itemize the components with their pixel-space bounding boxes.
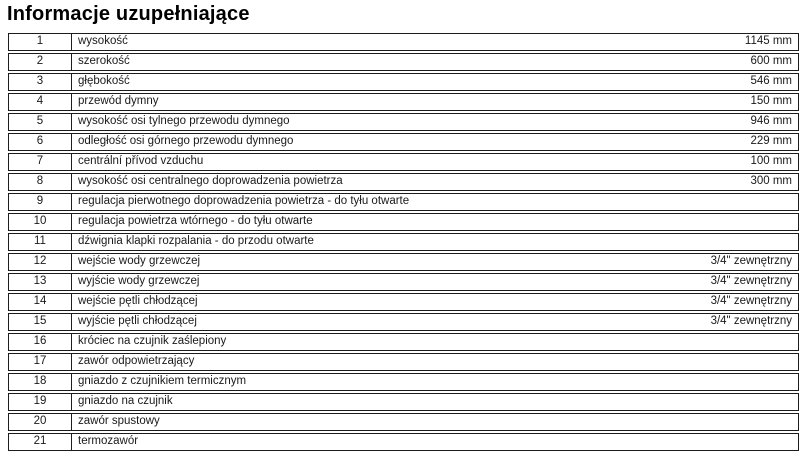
row-label: wejście wody grzewczej [78, 255, 201, 268]
row-value: 300 mm [750, 175, 792, 188]
row-value: 3/4" zewnętrzny [710, 275, 792, 288]
row-label: wejście pętli chłodzącej [78, 295, 198, 308]
supplementary-info-table [8, 33, 799, 451]
row-number: 2 [9, 54, 72, 70]
row-number: 13 [9, 274, 72, 290]
row-value [792, 234, 798, 250]
table-row [8, 73, 799, 91]
row-label: gniazdo z czujnikiem termicznym [78, 375, 247, 388]
row-label: odległość osi górnego przewodu dymnego [78, 135, 294, 148]
table-row [8, 293, 799, 311]
row-label: regulacja powietrza wtórnego - do tyłu otwarte [78, 215, 313, 228]
table-row [8, 253, 799, 271]
row-value [792, 194, 798, 210]
row-label: wysokość [78, 35, 128, 48]
row-label: zawór odpowietrzający [78, 355, 195, 368]
row-label: wysokość osi tylnego przewodu dymnego [78, 115, 290, 128]
row-number: 4 [9, 94, 72, 110]
row-number: 8 [9, 174, 72, 190]
table-row [8, 333, 799, 351]
row-number: 11 [9, 234, 72, 250]
row-label: wysokość osi centralnego doprowadzenia powietrza [78, 175, 343, 188]
table-row [8, 273, 799, 291]
table-row [8, 33, 799, 51]
row-number: 15 [9, 314, 72, 330]
table-row [8, 93, 799, 111]
row-number: 20 [9, 414, 72, 430]
row-value [792, 434, 798, 450]
row-number: 1 [9, 34, 72, 50]
row-number: 6 [9, 134, 72, 150]
row-number: 7 [9, 154, 72, 170]
row-number: 5 [9, 114, 72, 130]
row-value: 3/4" zewnętrzny [710, 295, 792, 308]
row-label: szerokość [78, 55, 130, 68]
row-number: 14 [9, 294, 72, 310]
table-row [8, 413, 799, 431]
table-row [8, 393, 799, 411]
row-number: 10 [9, 214, 72, 230]
row-label: króciec na czujnik zaślepiony [78, 335, 227, 348]
row-number: 16 [9, 334, 72, 350]
row-value: 229 mm [750, 135, 792, 148]
row-number: 18 [9, 374, 72, 390]
row-value [792, 374, 798, 390]
page-title: Informacje uzupełniające [7, 3, 250, 25]
row-value: 3/4" zewnętrzny [710, 255, 792, 268]
row-label: głębokość [78, 75, 130, 88]
row-label: regulacja pierwotnego doprowadzenia powietrza - do tyłu otwarte [78, 195, 410, 208]
table-row [8, 353, 799, 371]
row-value: 150 mm [750, 95, 792, 108]
row-number: 12 [9, 254, 72, 270]
row-value [792, 214, 798, 230]
table-row [8, 373, 799, 391]
row-label: centrální přívod vzduchu [78, 155, 204, 168]
table-row [8, 113, 799, 131]
table-row [8, 233, 799, 251]
row-label: przewód dymny [78, 95, 159, 108]
row-number: 9 [9, 194, 72, 210]
row-value [792, 334, 798, 350]
row-number: 19 [9, 394, 72, 410]
row-value: 3/4" zewnętrzny [710, 315, 792, 328]
row-value: 546 mm [750, 75, 792, 88]
row-number: 21 [9, 434, 72, 450]
row-value [792, 394, 798, 410]
row-label: zawór spustowy [78, 415, 160, 428]
table-row [8, 133, 799, 151]
row-value: 946 mm [750, 115, 792, 128]
row-label: wyjście pętli chłodzącej [78, 315, 197, 328]
row-label: termozawór [78, 435, 139, 448]
table-row [8, 213, 799, 231]
table-row [8, 433, 799, 451]
row-value: 1145 mm [744, 35, 792, 48]
row-label: gniazdo na czujnik [78, 395, 173, 408]
table-row [8, 153, 799, 171]
row-value [792, 414, 798, 430]
row-number: 3 [9, 74, 72, 90]
row-value: 600 mm [750, 55, 792, 68]
table-row [8, 173, 799, 191]
table-row [8, 313, 799, 331]
row-label: dźwignia klapki rozpalania - do przodu otwarte [78, 235, 314, 248]
row-number: 17 [9, 354, 72, 370]
row-value [792, 354, 798, 370]
row-label: wyjście wody grzewczej [78, 275, 200, 288]
table-row [8, 53, 799, 71]
row-value: 100 mm [750, 155, 792, 168]
table-row [8, 193, 799, 211]
